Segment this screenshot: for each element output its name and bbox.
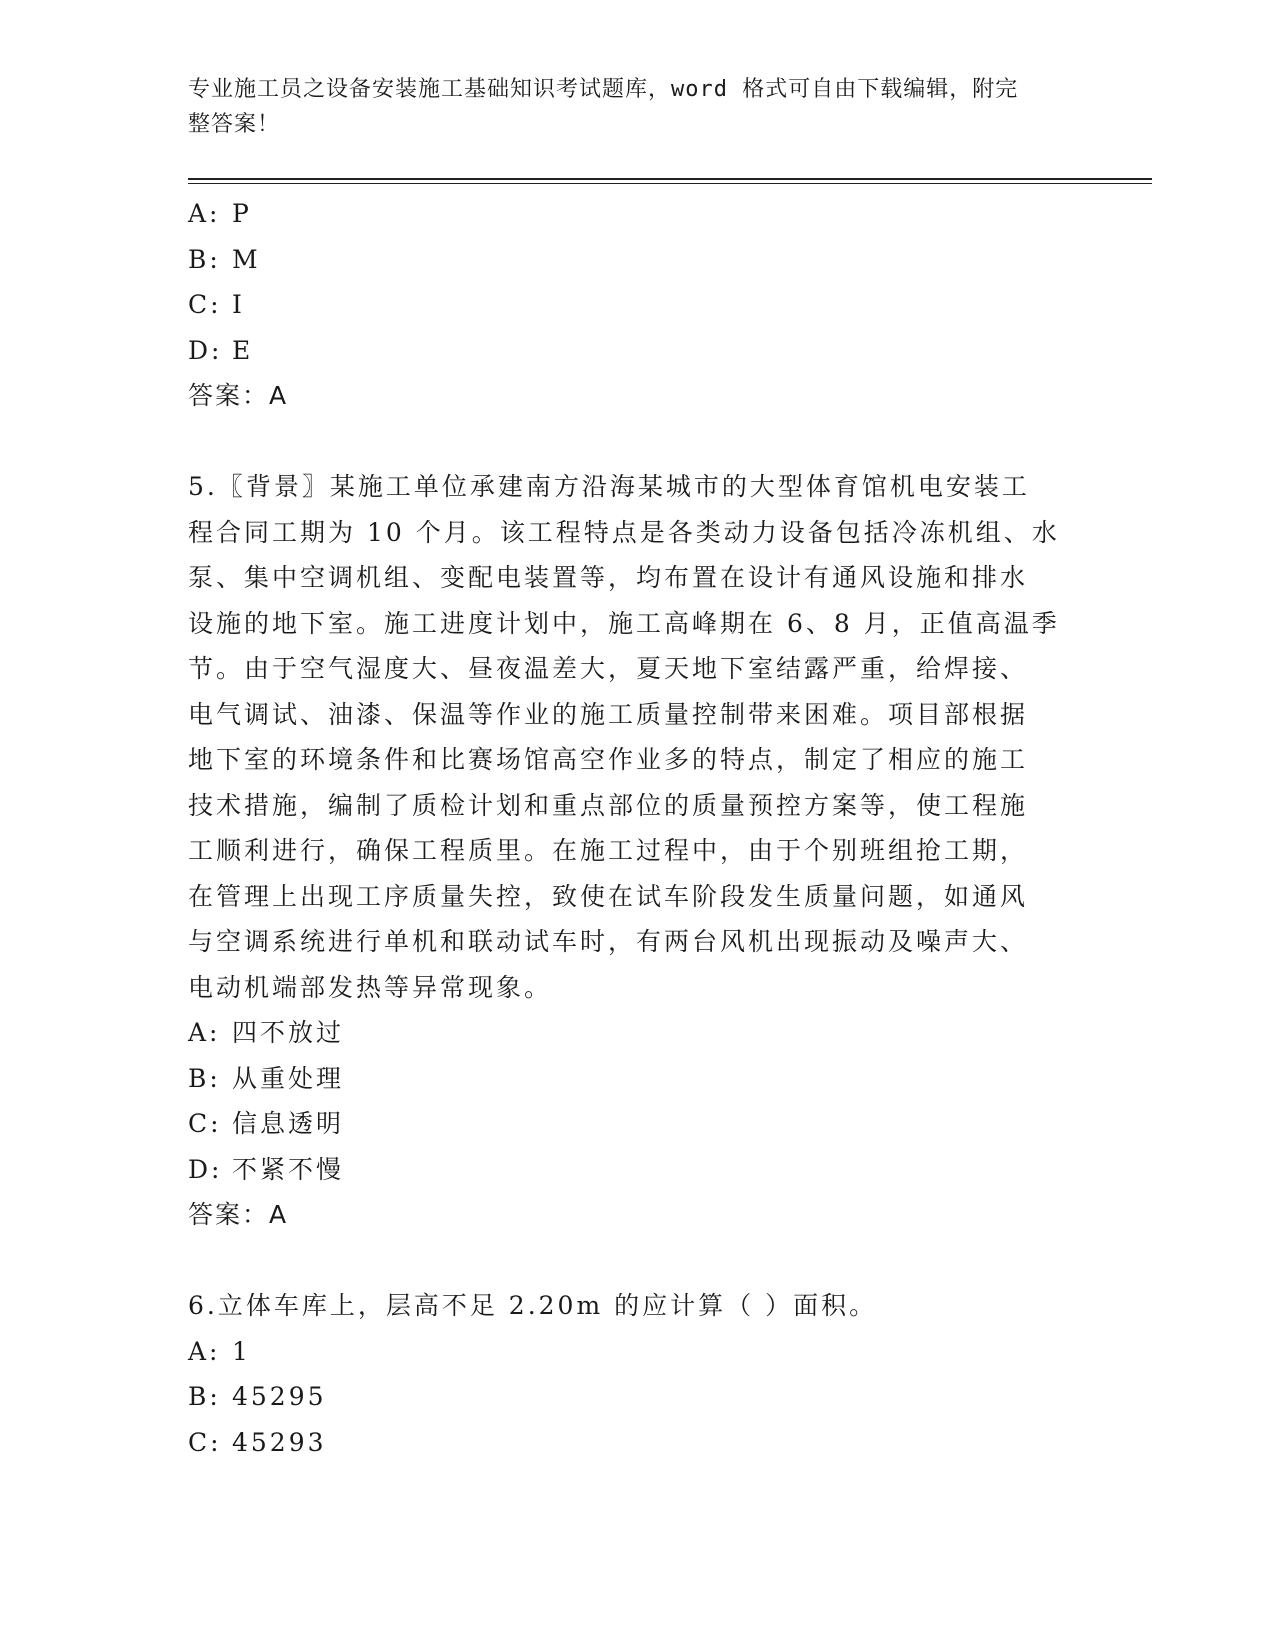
option-label: D: <box>188 335 223 365</box>
question-text-line: 工顺利进行，确保工程质里。在施工过程中，由于个别班组抢工期， <box>188 836 1029 865</box>
option-text: P <box>232 199 252 228</box>
answer: 答案：A <box>188 381 289 410</box>
option-d <box>188 1147 1088 1193</box>
spacer <box>188 419 1088 465</box>
option-label: B: <box>188 1382 221 1411</box>
option-label: C: <box>188 1427 222 1457</box>
option-a <box>188 191 1088 237</box>
option-text: 从重处理 <box>232 1063 345 1093</box>
option-label: B: <box>188 244 221 274</box>
option-label: B: <box>188 1063 221 1093</box>
option-text: 45293 <box>232 1427 327 1457</box>
option-text: 四不放过 <box>232 1018 345 1047</box>
question-text-line: 6.立体车库上，层高不足 2.20m 的应计算（ ）面积。 <box>188 1291 878 1320</box>
option-b <box>188 1374 1088 1420</box>
question-text-line: 技术措施，编制了质检计划和重点部位的质量预控方案等，使工程施 <box>188 790 1029 820</box>
option-b <box>188 237 1088 283</box>
question-text-line: 节。由于空气湿度大、昼夜温差大，夏天地下室结露严重，给焊接、 <box>188 654 1029 683</box>
option-text: I <box>232 290 245 319</box>
option-c <box>188 1101 1088 1147</box>
question-text-line: 程合同工期为 10 个月。该工程特点是各类动力设备包括冷冻机组、水 <box>188 517 1060 547</box>
option-label: D: <box>188 1154 223 1184</box>
option-text: 1 <box>232 1336 251 1366</box>
option-label: C: <box>188 1109 222 1138</box>
option-d <box>188 328 1088 374</box>
header-line-1: 专业施工员之设备安装施工基础知识考试题库，word 格式可自由下载编辑，附完 <box>188 77 1019 102</box>
option-c <box>188 1420 1088 1466</box>
question-text-line: 5.〖背景〗某施工单位承建南方沿海某城市的大型体育馆机电安装工 <box>188 472 1030 501</box>
question-text-line: 设施的地下室。施工进度计划中，施工高峰期在 6、8 月，正值高温季 <box>188 608 1060 638</box>
question-6 <box>188 1283 1088 1465</box>
option-a <box>188 1329 1088 1375</box>
question-text-line: 泵、集中空调机组、变配电装置等，均布置在设计有通风设施和排水 <box>188 563 1029 592</box>
option-text: 信息透明 <box>232 1109 345 1138</box>
option-text: 不紧不慢 <box>232 1154 345 1184</box>
question-text-line: 电气调试、油漆、保温等作业的施工质量控制带来困难。项目部根据 <box>188 699 1029 729</box>
question-4 <box>188 191 1088 419</box>
option-text: M <box>232 244 261 274</box>
option-label: A: <box>188 1336 221 1366</box>
option-label: A: <box>188 199 221 228</box>
option-text: 45295 <box>232 1382 327 1411</box>
header-line-2: 整答案！ <box>188 112 281 137</box>
option-c <box>188 282 1088 328</box>
question-text-line: 电动机端部发热等异常现象。 <box>188 972 553 1002</box>
option-b <box>188 1056 1088 1102</box>
option-a <box>188 1010 1088 1056</box>
question-text-line: 在管理上出现工序质量失控，致使在试车阶段发生质量问题，如通风 <box>188 881 1029 911</box>
answer: 答案：A <box>188 1200 289 1229</box>
option-text: E <box>232 335 254 365</box>
option-label: A: <box>188 1018 221 1047</box>
option-label: C: <box>188 290 222 319</box>
question-text-line: 地下室的环境条件和比赛场馆高空作业多的特点，制定了相应的施工 <box>188 745 1029 774</box>
document-header <box>188 72 1068 142</box>
question-5 <box>188 464 1088 1238</box>
header-divider <box>188 178 1152 184</box>
document-body <box>188 191 1088 1465</box>
question-text-line: 与空调系统进行单机和联动试车时，有两台风机出现振动及噪声大、 <box>188 927 1029 956</box>
spacer <box>188 1238 1088 1284</box>
